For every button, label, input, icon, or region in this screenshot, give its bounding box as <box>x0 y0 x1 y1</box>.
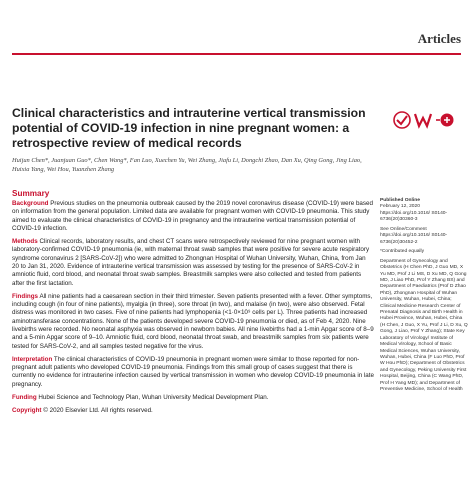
share-icon[interactable] <box>415 114 431 126</box>
background-text: Previous studies on the pneumonia outbreak caused by the 2019 novel coronavirus disease (COVID-19) were based on information from the general population. Limited data are available for pregnant women with COVID-19 pneumonia. This study aimed to evaluate the clinical characteristics of COVID-19 in pregnancy and the intrauterine vertical transmission potential of COVID-19 infection. <box>12 200 373 233</box>
funding-label: Funding <box>12 393 37 401</box>
abstract <box>12 200 374 419</box>
article-title: Clinical characteristics and intrauterine vertical transmission potential of COVID-19 infection in nine pregnant women: a retrospective review of medical records <box>12 106 366 150</box>
abstract-findings <box>12 293 374 351</box>
interpretation-label: Interpretation <box>12 355 53 363</box>
findings-text: All nine patients had a caesarean section in their third trimester. Seven patients presented with a fever. Other symptoms, including cough (in four of nine patients), myalgia (in three), sore throat (in two), and malaise (in two), were also observed. Fetal distress was monitored in two cases. Five of nine patients had lymphopenia (<1·0×10⁹ cells per L). Three patients had increased aminotransferase concentrations. None of the patients developed severe COVID-19 pneumonia or died, as of Feb 4, 2020. Nine livebirths were recorded. No neonatal asphyxia was observed in newborn babies. All nine livebirths had a 1-min Apgar score of 8–9 and a 5-min Apgar score of 9–10. Amniotic fluid, cord blood, neonatal throat swab, and breastmilk samples from six patients were tested for SARS-CoV-2, and all samples tested negative for the virus. <box>12 292 374 350</box>
abstract-methods <box>12 238 374 288</box>
abstract-background <box>12 200 374 233</box>
publication-info <box>380 198 468 224</box>
see-online-comment[interactable]: See Online/Comment https://doi.org/10.1016/ S0140-6736(20)30452-2 <box>380 226 448 245</box>
section-label: Articles <box>417 31 461 46</box>
affiliations: Department of Gynecology and Obstetrics (H Chen PhD, J Guo MD, X Yu MD, Prof J Li MS, D Xu MD, Q Gong MD, J Liao PhD, Prof Y Zhang BS) and Department of Paediatrics (Prof D Zhao PhD), Zhongnan Hospital of Wuhan University, Wuhan, Hubei, China; Clinical Medicine Research Center of Prenatal Diagnosis and Birth Health in Hubei Province, Wuhan, Hubei, China (H Chen, J Guo, X Yu, Prof J Li, D Xu, Q Gong, J Liao, Prof Y Zhang); State Key Laboratory of Virology/ Institute of Medical Virology, School of Basic Medical Sciences, Wuhan University, Wuhan, Hubei, China (F Luo PhD, Prof W Hou PhD); Department of Obstetrics and Gynecology, Peking University First Hospital, Beijing, China (C Wang PhD, Prof H Yang MD); and Department of Preventive Medicine, School of Health <box>380 258 468 392</box>
abstract-funding <box>12 394 374 402</box>
journal-header <box>0 0 473 30</box>
abstract-interpretation <box>12 356 374 389</box>
open-access-icon[interactable] <box>436 114 454 127</box>
doi-link[interactable]: https://doi.org/10.1016/ S0140-6736(20)30360-3 <box>380 210 448 223</box>
methods-label: Methods <box>12 237 38 245</box>
crossmark-icon[interactable] <box>394 112 410 128</box>
copyright-label: Copyright <box>12 406 42 414</box>
article-tool-icons <box>392 110 467 130</box>
abstract-copyright <box>12 407 374 415</box>
author-list: Huijun Chen*, Juanjuan Guo*, Chen Wang*, Fan Luo, Xuechen Yu, Wei Zhang, Jiafu Li, Dongchi Zhao, Dan Xu, Qing Gong, Jing Liao, Huixia Yang, Wei Hou, Yuanzhen Zhang <box>12 157 362 173</box>
interpretation-text: The clinical characteristics of COVID-19 pneumonia in pregnant women were similar to those reported for non-pregnant adult patients who developed COVID-19 pneumonia. Findings from this small group of cases suggest that there is currently no evidence for intrauterine infection caused by vertical transmission in women who develop COVID-19 pneumonia in late pregnancy. <box>12 355 374 388</box>
summary-heading: Summary <box>12 189 50 198</box>
sidebar <box>380 198 468 397</box>
copyright-text: © 2020 Elsevier Ltd. All rights reserved. <box>43 406 153 414</box>
published-label: Published Online <box>380 198 420 203</box>
header-rule <box>12 53 461 55</box>
contributed-note: *Contributed equally <box>380 249 425 255</box>
published-date: February 12, 2020 <box>380 204 420 210</box>
methods-text: Clinical records, laboratory results, and chest CT scans were retrospectively reviewed for nine pregnant women with laboratory-confirmed COVID-19 pneumonia (ie, with maternal throat swab samples that were positive for severe acute respiratory syndrome coronavirus 2 [SARS-CoV-2]) who were admitted to Zhongnan Hospital of Wuhan University, Wuhan, China, from Jan 20 to Jan 31, 2020. Evidence of intrauterine vertical transmission was assessed by testing for the presence of SARS-CoV-2 in amniotic fluid, cord blood, and neonatal throat swab samples. Breastmilk samples were also collected and tested from patients after the first lactation. <box>12 237 370 287</box>
findings-label: Findings <box>12 292 39 300</box>
background-label: Background <box>12 200 49 207</box>
funding-text: Hubei Science and Technology Plan, Wuhan University Medical Development Plan. <box>38 393 269 401</box>
